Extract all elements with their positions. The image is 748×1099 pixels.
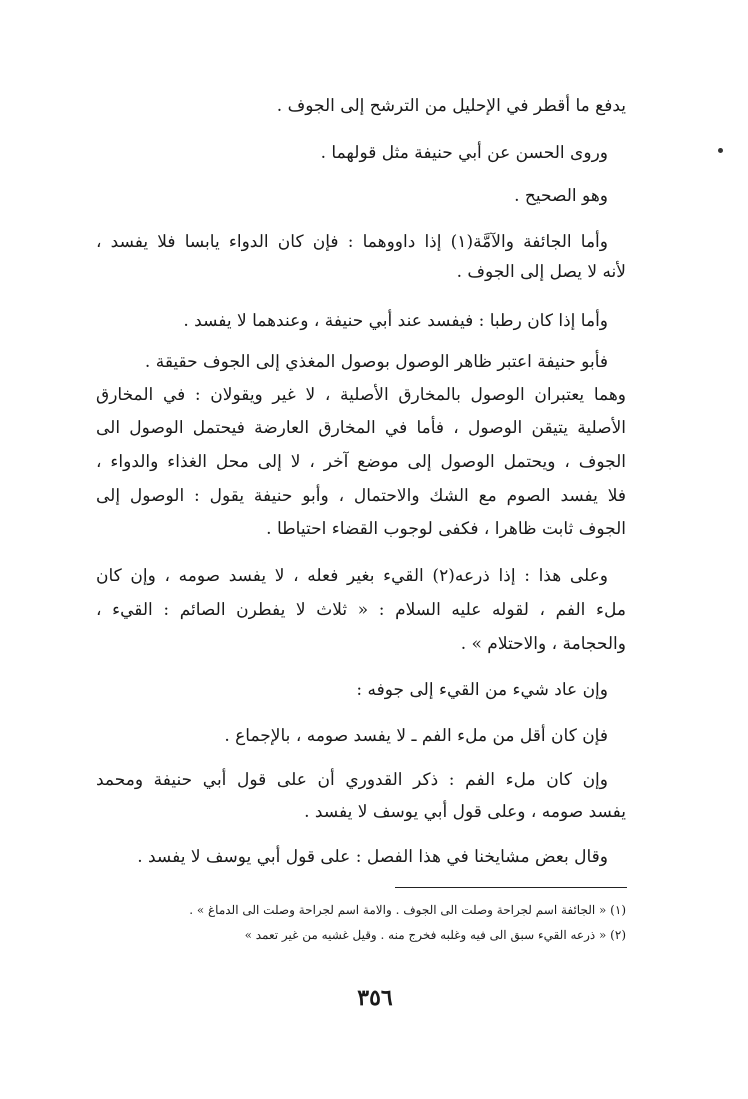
margin-dot (718, 148, 723, 153)
text-line: فإن كان أقل من ملء الفم ـ لا يفسد صومه ، بالإجماع . (224, 726, 608, 746)
text-line: ملء الفم ، لقوله عليه السلام : « ثلاث لا يفطرن الصائم : القيء ، (96, 600, 626, 620)
text-line: فلا يفسد الصوم مع الشك والاحتمال ، وأبو حنيفة يقول : الوصول إلى (96, 486, 626, 506)
footnote-separator (395, 887, 627, 888)
footnote-2: (٢) « ذرعه القيء سبق الى فيه وغلبه فخرج منه . وقيل غشيه من غير تعمد » (244, 928, 626, 942)
text-line: يفسد صومه ، وعلى قول أبي يوسف لا يفسد . (304, 802, 626, 822)
text-line: وإن كان ملء الفم : ذكر القدوري أن على قول أبي حنيفة ومحمد (96, 770, 608, 790)
page-number: ٣٥٦ (357, 985, 393, 1011)
text-line: وقال بعض مشايخنا في هذا الفصل : على قول أبي يوسف لا يفسد . (137, 847, 608, 867)
text-line: فأبو حنيفة اعتبر ظاهر الوصول بوصول المغذي إلى الجوف حقيقة . (144, 352, 608, 372)
text-line: الجوف ثابت ظاهرا ، فكفى لوجوب القضاء احتياطا . (266, 519, 626, 539)
text-line: لأنه لا يصل إلى الجوف . (456, 262, 626, 282)
text-line: وأما إذا كان رطبا : فيفسد عند أبي حنيفة ، وعندهما لا يفسد . (183, 311, 608, 331)
footnote-1: (١) « الجائفة اسم لجراحة وصلت الى الجوف . والامة اسم لجراحة وصلت الى الدماغ » . (189, 903, 626, 917)
text-line: وروى الحسن عن أبي حنيفة مثل قولهما . (320, 143, 608, 163)
text-line: الجوف ، ويحتمل الوصول إلى موضع آخر ، لا إلى محل الغذاء والدواء ، (96, 452, 626, 472)
text-line: وعلى هذا : إذا ذرعه(٢) القيء بغير فعله ، لا يفسد صومه ، وإن كان (96, 566, 608, 586)
text-line: وهو الصحيح . (514, 186, 608, 206)
text-line: يدفع ما أقطر في الإحليل من الترشح إلى الجوف . (276, 96, 626, 116)
text-line: وإن عاد شيء من القيء إلى جوفه : (356, 680, 608, 700)
text-line: وأما الجائفة والآمَّة(١) إذا داووهما : فإن كان الدواء يابسا فلا يفسد ، (96, 232, 608, 252)
text-line: وهما يعتبران الوصول بالمخارق الأصلية ، لا غير ويقولان : في المخارق (96, 385, 626, 405)
text-line: والحجامة ، والاحتلام » . (460, 634, 626, 654)
text-line: الأصلية يتيقن الوصول ، فأما في المخارق العارضة فيحتمل الوصول الى (96, 418, 626, 438)
